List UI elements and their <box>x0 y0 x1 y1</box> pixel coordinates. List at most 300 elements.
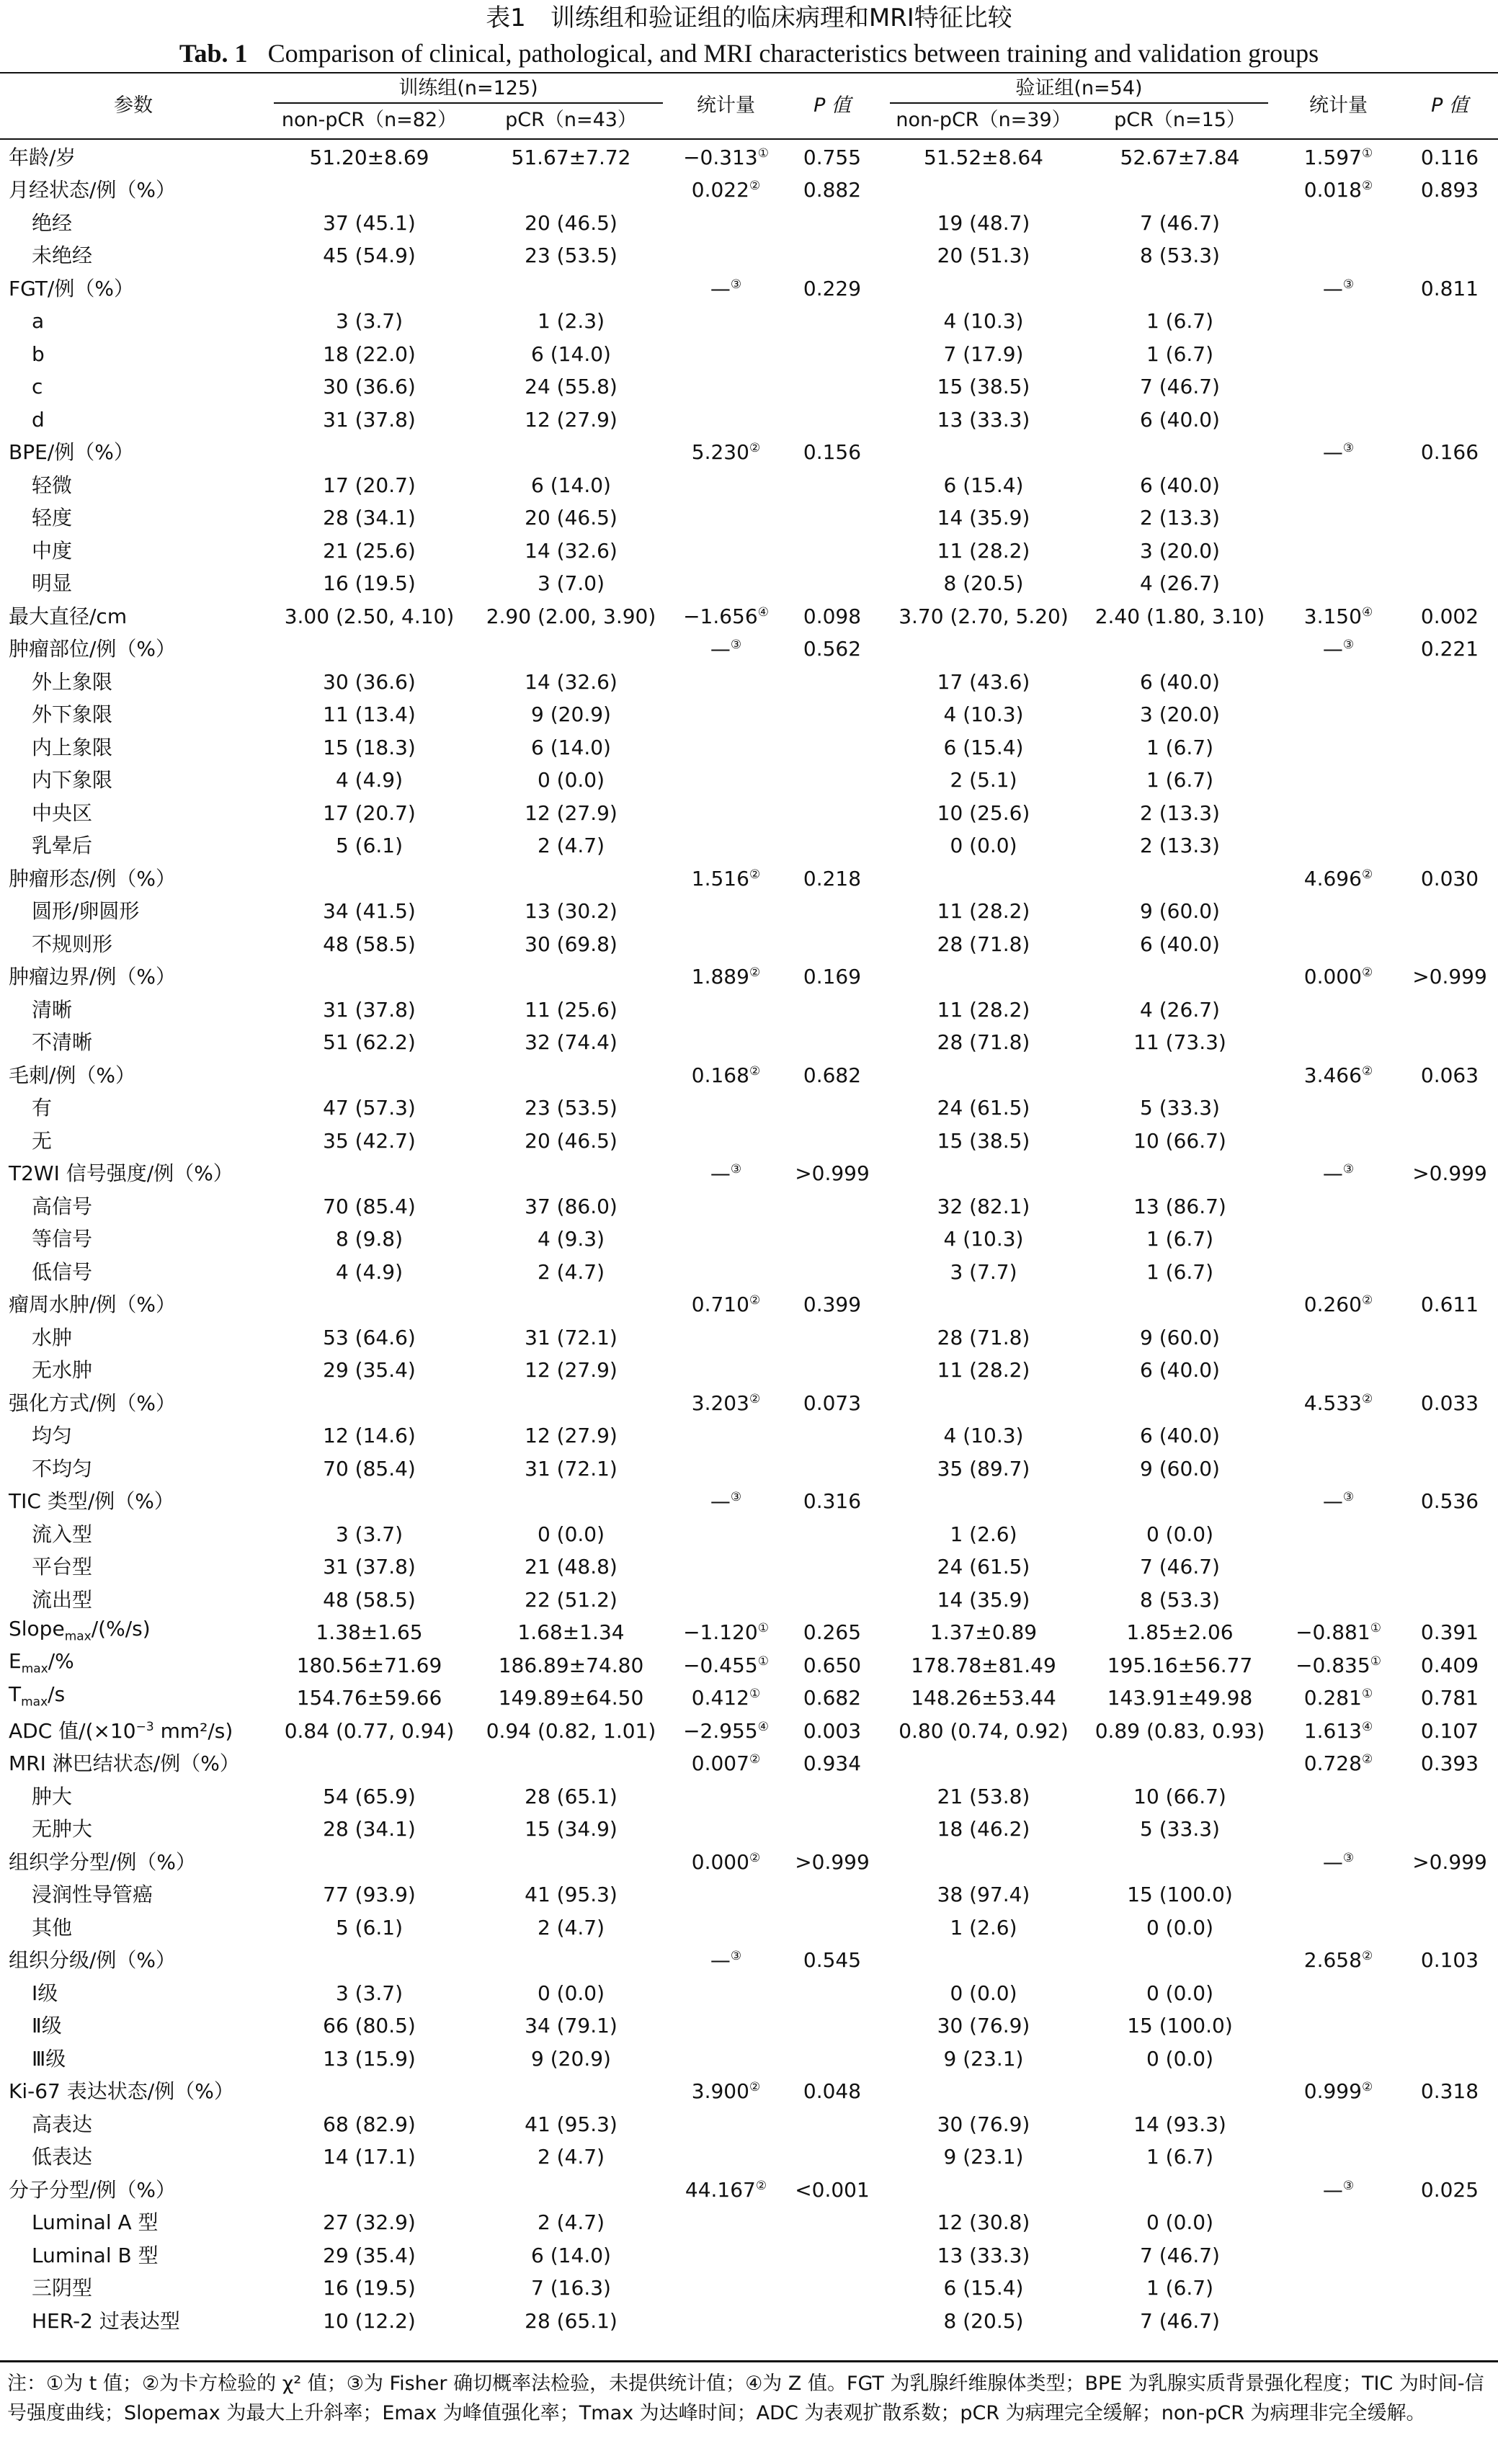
row-label <box>0 1223 267 1256</box>
training-pcr-cell <box>472 797 670 830</box>
row-label-text: 等信号 <box>32 1227 93 1251</box>
training-p-cell-value: >0.999 <box>795 1849 870 1874</box>
validation-stat-cell <box>1275 797 1401 830</box>
row-label-text: 年龄/岁 <box>9 145 76 169</box>
training-stat-cell-footnote-mark: ① <box>749 1687 761 1702</box>
validation-pcr-cell <box>1084 830 1275 863</box>
validation-pcr-cell <box>1084 2272 1275 2305</box>
training-nonpcr-cell <box>267 699 472 732</box>
validation-nonpcr-cell <box>883 2141 1084 2174</box>
validation-p-cell <box>1401 1223 1498 1256</box>
validation-group-rule <box>890 102 1268 104</box>
training-p-cell <box>782 1945 883 1978</box>
training-p-cell-value: 0.098 <box>803 604 862 628</box>
validation-pcr-cell <box>1084 1780 1275 1813</box>
validation-nonpcr-cell <box>883 174 1084 207</box>
validation-stat-cell <box>1275 2108 1401 2141</box>
validation-pcr-cell <box>1084 2239 1275 2272</box>
row-label-text: c <box>32 375 43 399</box>
training-stat-cell-value: — <box>710 1948 731 1973</box>
validation-stat-cell-value: 0.999 <box>1303 2079 1362 2104</box>
validation-pcr-cell-value: 7 (46.7) <box>1140 210 1220 235</box>
table-row <box>0 961 1498 994</box>
validation-nonpcr-cell <box>883 1649 1084 1682</box>
validation-stat-cell <box>1275 666 1401 699</box>
training-pcr-cell <box>472 2043 670 2076</box>
validation-pcr-cell <box>1084 666 1275 699</box>
validation-nonpcr-cell <box>883 1584 1084 1617</box>
validation-pcr-cell-value: 3 (20.0) <box>1140 702 1220 727</box>
training-p-cell-value: 0.682 <box>803 1686 862 1710</box>
table-row <box>0 2174 1498 2207</box>
training-pcr-cell-value: 7 (16.3) <box>531 2276 611 2300</box>
row-label <box>0 2239 267 2272</box>
table-subrow <box>0 2108 1498 2141</box>
validation-p-cell-value: 0.393 <box>1420 1751 1479 1776</box>
training-p-cell <box>782 1354 883 1388</box>
training-pcr-cell <box>472 2076 670 2109</box>
validation-pcr-cell-value: 1 (6.7) <box>1146 2276 1214 2300</box>
validation-stat-cell <box>1275 1977 1401 2010</box>
validation-stat-cell <box>1275 1420 1401 1453</box>
training-p-cell <box>782 502 883 535</box>
training-stat-cell-value: 0.007 <box>691 1751 749 1776</box>
validation-nonpcr-cell-value: 13 (33.3) <box>937 2243 1030 2267</box>
training-pcr-cell-value: 2 (4.7) <box>537 1915 605 1939</box>
training-pcr-cell-value: 1 (2.3) <box>537 309 605 334</box>
row-label-text: 有 <box>32 1096 53 1120</box>
training-p-cell <box>782 1682 883 1715</box>
validation-pcr-cell-value: 9 (60.0) <box>1140 899 1220 924</box>
training-nonpcr-cell <box>267 338 472 371</box>
training-pcr-cell-value: 0 (0.0) <box>537 1522 605 1546</box>
training-p-cell <box>782 2076 883 2109</box>
training-nonpcr-cell <box>267 568 472 601</box>
training-nonpcr-cell <box>267 2239 472 2272</box>
training-nonpcr-cell <box>267 1977 472 2010</box>
validation-stat-cell <box>1275 1223 1401 1256</box>
table-row <box>0 1682 1498 1715</box>
validation-pcr-cell-value: 15 (100.0) <box>1127 2014 1233 2038</box>
validation-stat-cell <box>1275 1190 1401 1223</box>
training-nonpcr-cell <box>267 1911 472 1945</box>
training-p-cell <box>782 1551 883 1584</box>
training-p-cell-value: 0.882 <box>803 178 862 202</box>
training-nonpcr-cell-value: 3.00 (2.50, 4.10) <box>284 604 455 628</box>
validation-stat-cell <box>1275 1092 1401 1125</box>
validation-stat-cell <box>1275 1387 1401 1420</box>
row-label <box>0 1486 267 1519</box>
table-subrow <box>0 502 1498 535</box>
validation-p-cell <box>1401 371 1498 404</box>
training-p-cell <box>782 961 883 994</box>
validation-p-cell-value: >0.999 <box>1412 965 1487 989</box>
validation-pcr-cell-value: 3 (20.0) <box>1140 538 1220 563</box>
validation-pcr-cell-value: 1 (6.7) <box>1146 735 1214 759</box>
validation-pcr-cell <box>1084 1387 1275 1420</box>
row-label <box>0 1682 267 1715</box>
data-table <box>0 141 1498 2338</box>
table-row <box>0 1945 1498 1978</box>
training-nonpcr-cell <box>267 862 472 896</box>
training-nonpcr-cell-value: 47 (57.3) <box>323 1096 416 1120</box>
validation-pcr-cell-value: 2 (13.3) <box>1140 800 1220 825</box>
validation-nonpcr-cell <box>883 1617 1084 1650</box>
table-subrow <box>0 2207 1498 2240</box>
row-label <box>0 2272 267 2305</box>
table-subrow <box>0 1551 1498 1584</box>
table-row <box>0 633 1498 666</box>
training-p-cell-value: 0.156 <box>803 440 862 465</box>
validation-pcr-cell-value: 7 (46.7) <box>1140 375 1220 399</box>
row-label-text: 高信号 <box>32 1194 93 1218</box>
validation-pcr-cell-value: 15 (100.0) <box>1127 1883 1233 1907</box>
validation-stat-cell <box>1275 1321 1401 1354</box>
training-p-cell-value: 0.682 <box>803 1063 862 1087</box>
training-p-cell-value: >0.999 <box>795 1161 870 1186</box>
training-nonpcr-cell-value: 154.76±59.66 <box>296 1686 442 1710</box>
training-stat-cell <box>670 1321 782 1354</box>
table-subrow <box>0 1354 1498 1388</box>
validation-p-cell <box>1401 764 1498 798</box>
training-nonpcr-cell-value: 51.20±8.69 <box>309 145 429 169</box>
training-nonpcr-cell-value: 66 (80.5) <box>323 2014 416 2038</box>
header-stat-1: 统计量 <box>697 94 755 117</box>
validation-stat-cell <box>1275 371 1401 404</box>
validation-pcr-cell <box>1084 1289 1275 1322</box>
validation-nonpcr-cell-value: 24 (61.5) <box>937 1096 1030 1120</box>
validation-nonpcr-cell <box>883 535 1084 568</box>
training-nonpcr-cell <box>267 305 472 339</box>
training-nonpcr-cell-value: 28 (34.1) <box>323 506 416 530</box>
row-label-text: b <box>32 342 45 366</box>
validation-p-cell <box>1401 1452 1498 1486</box>
row-label <box>0 797 267 830</box>
training-stat-cell <box>670 1813 782 1847</box>
validation-stat-cell <box>1275 928 1401 961</box>
training-pcr-cell-value: 2 (4.7) <box>537 834 605 858</box>
training-nonpcr-cell-value: 45 (54.9) <box>323 244 416 268</box>
table-subrow <box>0 994 1498 1027</box>
training-pcr-cell <box>472 1486 670 1519</box>
table-row <box>0 1158 1498 1191</box>
training-nonpcr-cell <box>267 2076 472 2109</box>
training-nonpcr-cell-value: 1.38±1.65 <box>316 1620 423 1645</box>
training-p-cell <box>782 2174 883 2207</box>
validation-stat-cell-value: 0.018 <box>1303 178 1362 202</box>
validation-p-cell <box>1401 1158 1498 1191</box>
row-label-text: Ⅰ级 <box>32 1981 58 2005</box>
validation-p-cell <box>1401 896 1498 929</box>
training-p-cell <box>782 2207 883 2240</box>
training-stat-cell <box>670 2239 782 2272</box>
validation-stat-cell <box>1275 2272 1401 2305</box>
training-p-cell <box>782 1649 883 1682</box>
row-label-text: 流出型 <box>32 1587 93 1612</box>
training-stat-cell-value: 3.900 <box>691 2079 749 2104</box>
table-body <box>0 141 1498 2338</box>
row-label <box>0 1321 267 1354</box>
training-pcr-cell-value: 6 (14.0) <box>531 2243 611 2267</box>
training-pcr-cell <box>472 1158 670 1191</box>
validation-p-cell <box>1401 1682 1498 1715</box>
validation-stat-cell-footnote-mark: ③ <box>1342 638 1355 653</box>
row-label <box>0 502 267 535</box>
validation-pcr-cell-value: 5 (33.3) <box>1140 1096 1220 1120</box>
validation-nonpcr-cell-value: 12 (30.8) <box>937 2210 1030 2235</box>
training-stat-cell <box>670 403 782 437</box>
validation-stat-cell <box>1275 731 1401 764</box>
validation-nonpcr-cell <box>883 961 1084 994</box>
validation-stat-cell <box>1275 1518 1401 1551</box>
training-pcr-cell <box>472 633 670 666</box>
training-nonpcr-cell <box>267 1059 472 1092</box>
validation-pcr-cell-value: 9 (60.0) <box>1140 1456 1220 1481</box>
table-subrow <box>0 1190 1498 1223</box>
training-p-cell <box>782 2239 883 2272</box>
validation-pcr-cell-value: 6 (40.0) <box>1140 1424 1220 1448</box>
training-pcr-cell-value: 32 (74.4) <box>525 1030 618 1055</box>
validation-nonpcr-cell-value: 6 (15.4) <box>943 735 1024 759</box>
training-p-cell <box>782 469 883 502</box>
training-pcr-cell-value: 9 (20.9) <box>531 2046 611 2071</box>
row-label-unit: /(%/s) <box>91 1616 151 1641</box>
validation-nonpcr-cell <box>883 437 1084 470</box>
row-label <box>0 1059 267 1092</box>
training-nonpcr-cell-value: 16 (19.5) <box>323 571 416 596</box>
training-stat-cell-footnote-mark: ② <box>749 1850 761 1865</box>
training-stat-cell <box>670 1748 782 1781</box>
validation-nonpcr-cell <box>883 731 1084 764</box>
validation-pcr-cell-value: 10 (66.7) <box>1133 1128 1226 1153</box>
training-nonpcr-cell <box>267 1846 472 1879</box>
validation-stat-cell-footnote-mark: ② <box>1361 1293 1373 1308</box>
training-nonpcr-cell-value: 31 (37.8) <box>323 1555 416 1579</box>
validation-pcr-cell-value: 6 (40.0) <box>1140 407 1220 432</box>
training-stat-cell-value: — <box>710 1489 731 1514</box>
training-p-cell <box>782 1059 883 1092</box>
training-stat-cell-value: 1.889 <box>691 965 749 989</box>
header-validation-group: 验证组(n=54) <box>1015 77 1143 99</box>
row-label-text: 肿瘤部位/例（%） <box>9 637 177 661</box>
row-label <box>0 469 267 502</box>
validation-nonpcr-cell-value: 148.26±53.44 <box>911 1686 1056 1710</box>
row-label-text: 组织分级/例（%） <box>9 1948 177 1973</box>
validation-stat-cell-value: 3.150 <box>1303 604 1362 628</box>
validation-stat-cell <box>1275 2207 1401 2240</box>
training-p-cell <box>782 338 883 371</box>
table-subrow <box>0 1125 1498 1158</box>
training-nonpcr-cell <box>267 2010 472 2043</box>
row-label <box>0 2043 267 2076</box>
training-pcr-cell <box>472 2141 670 2174</box>
training-p-cell <box>782 1092 883 1125</box>
validation-nonpcr-cell-value: 3.70 (2.70, 5.20) <box>899 604 1069 628</box>
validation-stat-cell-footnote-mark: ④ <box>1361 1719 1373 1734</box>
training-nonpcr-cell <box>267 896 472 929</box>
training-stat-cell-footnote-mark: ② <box>749 1752 761 1767</box>
training-pcr-cell <box>472 2239 670 2272</box>
training-nonpcr-cell <box>267 2174 472 2207</box>
validation-p-cell <box>1401 1092 1498 1125</box>
row-label-text: 高表达 <box>32 2112 93 2136</box>
training-stat-cell-footnote-mark: ② <box>749 441 761 456</box>
row-label-superscript: −3 <box>135 1719 154 1734</box>
validation-stat-cell-value: 1.597 <box>1303 145 1362 169</box>
validation-nonpcr-cell-value: 28 (71.8) <box>937 1325 1030 1349</box>
training-nonpcr-cell-value: 4 (4.9) <box>335 768 404 793</box>
validation-pcr-cell <box>1084 2174 1275 2207</box>
training-nonpcr-cell-value: 18 (22.0) <box>323 342 416 366</box>
training-stat-cell <box>670 1945 782 1978</box>
validation-pcr-cell <box>1084 1518 1275 1551</box>
header-stat-2: 统计量 <box>1309 94 1368 117</box>
row-label-text: 分子分型/例（%） <box>9 2177 177 2202</box>
training-nonpcr-cell <box>267 994 472 1027</box>
table-row <box>0 1387 1498 1420</box>
validation-stat-cell <box>1275 403 1401 437</box>
validation-pcr-cell <box>1084 699 1275 732</box>
training-pcr-cell-value: 0.94 (0.82, 1.01) <box>486 1718 656 1743</box>
training-stat-cell <box>670 1486 782 1519</box>
validation-pcr-cell <box>1084 1092 1275 1125</box>
training-nonpcr-cell <box>267 764 472 798</box>
training-nonpcr-cell <box>267 1682 472 1715</box>
row-label-text: 毛刺/例（%） <box>9 1063 136 1087</box>
validation-stat-cell-value: 0.281 <box>1303 1686 1362 1710</box>
validation-p-cell-value: 0.116 <box>1420 145 1479 169</box>
table-subrow <box>0 731 1498 764</box>
table-subrow <box>0 699 1498 732</box>
training-pcr-cell <box>472 371 670 404</box>
training-p-cell-value: 0.562 <box>803 637 862 661</box>
row-label <box>0 2076 267 2109</box>
training-nonpcr-cell-value: 180.56±71.69 <box>296 1653 442 1677</box>
training-stat-cell <box>670 1617 782 1650</box>
training-stat-cell-footnote-mark: ① <box>757 146 769 161</box>
training-pcr-cell <box>472 1551 670 1584</box>
validation-stat-cell-footnote-mark: ② <box>1361 1391 1373 1406</box>
training-pcr-cell-value: 6 (14.0) <box>531 342 611 366</box>
validation-p-cell <box>1401 1813 1498 1847</box>
validation-stat-cell <box>1275 535 1401 568</box>
training-pcr-cell <box>472 1780 670 1813</box>
table-subrow <box>0 1584 1498 1617</box>
row-label-unit: /s <box>48 1682 66 1706</box>
table-label-en: Tab. 1 <box>179 39 248 68</box>
row-label-text: Luminal B 型 <box>32 2243 159 2267</box>
row-label-text: Ⅱ级 <box>32 2014 62 2038</box>
validation-nonpcr-cell <box>883 1059 1084 1092</box>
row-label <box>0 896 267 929</box>
validation-pcr-cell-value: 52.67±7.84 <box>1120 145 1240 169</box>
training-stat-cell <box>670 1649 782 1682</box>
training-p-cell <box>782 1780 883 1813</box>
training-nonpcr-cell-value: 10 (12.2) <box>323 2308 416 2333</box>
training-p-cell-value: 0.073 <box>803 1391 862 1415</box>
training-stat-cell <box>670 371 782 404</box>
training-nonpcr-cell <box>267 1092 472 1125</box>
validation-nonpcr-cell <box>883 1256 1084 1289</box>
training-nonpcr-cell-value: 30 (36.6) <box>323 375 416 399</box>
training-nonpcr-cell <box>267 961 472 994</box>
validation-pcr-cell <box>1084 1584 1275 1617</box>
training-stat-cell <box>670 1387 782 1420</box>
row-label <box>0 141 267 174</box>
training-p-cell <box>782 2272 883 2305</box>
validation-pcr-cell <box>1084 961 1275 994</box>
training-pcr-cell-value: 2 (4.7) <box>537 2145 605 2169</box>
table-subrow <box>0 928 1498 961</box>
validation-nonpcr-cell <box>883 1879 1084 1912</box>
validation-pcr-cell <box>1084 1420 1275 1453</box>
validation-stat-cell-footnote-mark: ③ <box>1342 2178 1355 2193</box>
validation-nonpcr-cell <box>883 1682 1084 1715</box>
validation-pcr-cell <box>1084 2108 1275 2141</box>
training-pcr-cell-value: 21 (48.8) <box>525 1555 618 1579</box>
validation-pcr-cell <box>1084 1649 1275 1682</box>
validation-pcr-cell <box>1084 1617 1275 1650</box>
row-label-text: 无水肿 <box>32 1358 93 1383</box>
validation-pcr-cell <box>1084 2305 1275 2338</box>
validation-stat-cell <box>1275 1551 1401 1584</box>
training-pcr-cell-value: 9 (20.9) <box>531 702 611 727</box>
validation-pcr-cell-value: 0 (0.0) <box>1146 2046 1214 2071</box>
training-nonpcr-cell-value: 37 (45.1) <box>323 210 416 235</box>
training-stat-cell <box>670 2174 782 2207</box>
training-nonpcr-cell <box>267 1125 472 1158</box>
validation-pcr-cell <box>1084 797 1275 830</box>
training-p-cell-value: 0.229 <box>803 276 862 300</box>
training-nonpcr-cell <box>267 502 472 535</box>
training-group-rule <box>274 102 663 104</box>
row-label-subscript: max <box>21 1662 48 1677</box>
training-stat-cell-value: −1.656 <box>683 604 758 628</box>
training-nonpcr-cell <box>267 1486 472 1519</box>
training-p-cell <box>782 1387 883 1420</box>
training-stat-cell <box>670 1092 782 1125</box>
training-p-cell <box>782 830 883 863</box>
top-rule <box>0 72 1498 73</box>
row-label <box>0 272 267 305</box>
validation-p-cell-value: 0.391 <box>1420 1620 1479 1645</box>
validation-nonpcr-cell-value: 15 (38.5) <box>937 1128 1030 1153</box>
validation-nonpcr-cell-value: 1 (2.6) <box>950 1522 1017 1546</box>
training-nonpcr-cell-value: 16 (19.5) <box>323 2276 416 2300</box>
validation-stat-cell <box>1275 1748 1401 1781</box>
validation-p-cell <box>1401 1518 1498 1551</box>
training-nonpcr-cell <box>267 371 472 404</box>
header-p-2: P 值 <box>1431 94 1468 117</box>
validation-pcr-cell <box>1084 1879 1275 1912</box>
training-nonpcr-cell <box>267 1387 472 1420</box>
validation-stat-cell-value: 3.466 <box>1303 1063 1362 1087</box>
validation-stat-cell <box>1275 961 1401 994</box>
training-pcr-cell <box>472 699 670 732</box>
row-label-text: 清晰 <box>32 997 73 1022</box>
training-stat-cell <box>670 2010 782 2043</box>
training-nonpcr-cell-value: 77 (93.9) <box>323 1883 416 1907</box>
row-label <box>0 1649 267 1682</box>
training-stat-cell-value: 44.167 <box>685 2177 756 2202</box>
training-stat-cell <box>670 862 782 896</box>
validation-stat-cell-value: — <box>1322 1849 1343 1874</box>
validation-pcr-cell <box>1084 437 1275 470</box>
row-label-text: FGT/例（%） <box>9 276 134 300</box>
row-label <box>0 338 267 371</box>
table-row <box>0 174 1498 207</box>
validation-stat-cell <box>1275 469 1401 502</box>
